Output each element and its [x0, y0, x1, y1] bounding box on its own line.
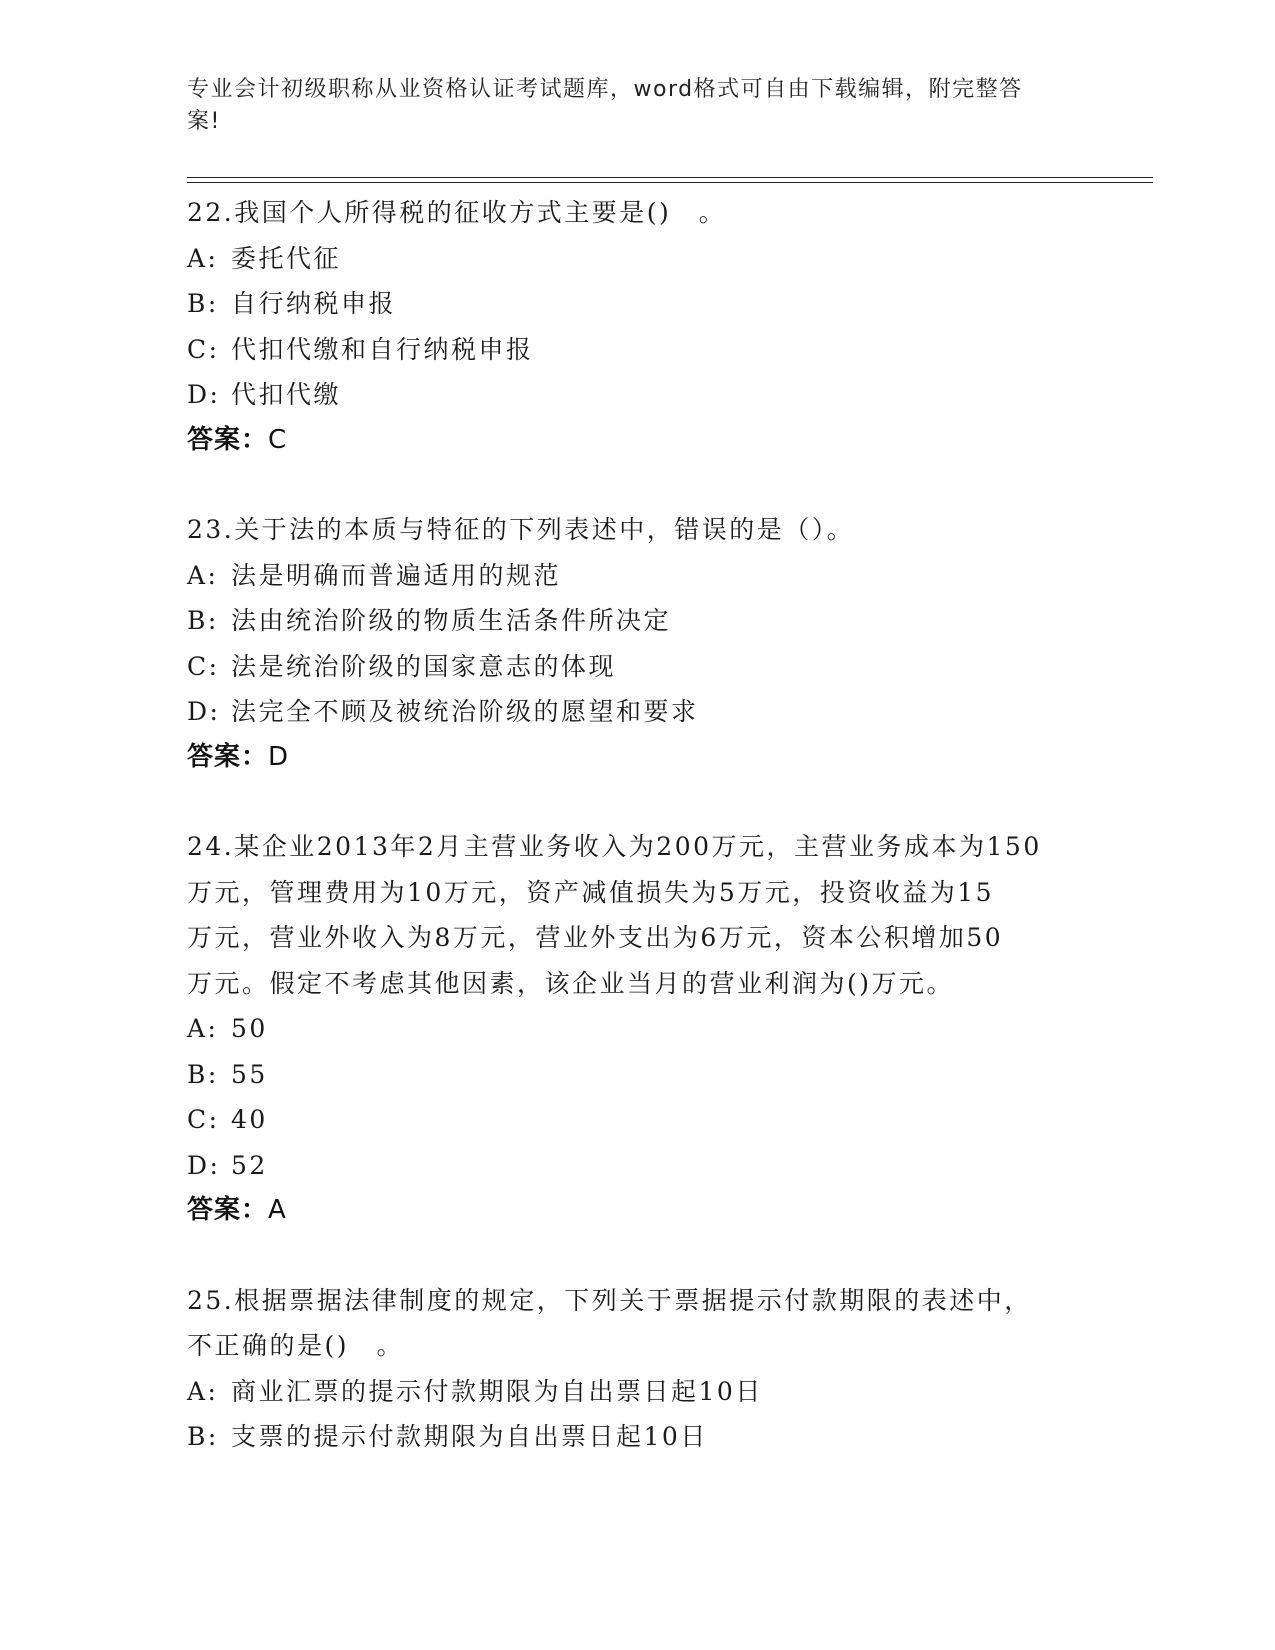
option-label: B: [187, 1059, 219, 1089]
option-text: 商业汇票的提示付款期限为自出票日起10日 [231, 1376, 763, 1406]
option-a [187, 553, 1087, 599]
option-d [187, 372, 1087, 418]
question-stem-line: 万元，营业外收入为8万元，营业外支出为6万元，资本公积增加50 [187, 923, 1004, 952]
option-text: 支票的提示付款期限为自出票日起10日 [231, 1422, 708, 1451]
question-stem-line: 25.根据票据法律制度的规定，下列关于票据提示付款期限的表述中， [187, 1285, 1032, 1315]
question-stem: 23.关于法的本质与特征的下列表述中，错误的是（）。 [187, 515, 855, 544]
option-text: 代扣代缴和自行纳税申报 [231, 334, 534, 364]
answer-value: A [268, 1195, 287, 1225]
question-stem-line: 24.某企业2013年2月主营业务收入为200万元，主营业务成本为150 [187, 832, 1042, 861]
option-text: 52 [231, 1150, 268, 1180]
option-d [187, 689, 1087, 735]
option-text: 法是统治阶级的国家意志的体现 [231, 651, 617, 681]
answer-line [187, 735, 1087, 781]
option-b [187, 1414, 1087, 1460]
option-text: 55 [231, 1059, 268, 1089]
option-b [187, 281, 1087, 327]
question-stem-line: 不正确的是() 。 [187, 1331, 405, 1360]
option-label: B: [187, 289, 219, 318]
option-c [187, 644, 1087, 690]
question-24 [187, 824, 1087, 1234]
question-list [187, 190, 1087, 1504]
option-label: D: [187, 697, 221, 726]
answer-value: D [268, 741, 290, 772]
option-label: A: [187, 1376, 219, 1406]
option-a [187, 236, 1087, 282]
option-a [187, 1369, 1087, 1415]
answer-label: 答案： [187, 424, 269, 455]
question-stem: 22.我国个人所得税的征收方式主要是() 。 [187, 198, 727, 227]
option-b [187, 1052, 1087, 1098]
option-c [187, 1097, 1087, 1143]
option-a [187, 1006, 1087, 1052]
option-label: B: [187, 1422, 219, 1451]
option-text: 委托代征 [231, 243, 342, 273]
header-divider-top [187, 177, 1153, 178]
option-label: D: [187, 1150, 221, 1180]
option-label: A: [187, 243, 219, 273]
option-label: C: [187, 334, 220, 364]
answer-label: 答案： [187, 1195, 269, 1225]
answer-line [187, 418, 1087, 464]
option-d [187, 1143, 1087, 1189]
question-22 [187, 190, 1087, 463]
option-label: D: [187, 380, 221, 409]
option-text: 自行纳税申报 [231, 289, 397, 318]
header-line-2: 案! [187, 109, 221, 134]
option-text: 代扣代缴 [231, 380, 342, 409]
answer-value: C [268, 424, 288, 455]
document-header [187, 74, 1067, 138]
answer-label: 答案： [187, 741, 269, 772]
question-stem-line: 万元，管理费用为10万元，资产减值损失为5万元，投资收益为15 [187, 877, 995, 907]
option-text: 40 [231, 1105, 268, 1134]
question-25 [187, 1278, 1087, 1460]
header-line-1: 专业会计初级职称从业资格认证考试题库，word格式可自由下载编辑，附完整答 [187, 77, 1023, 102]
question-stem-line: 万元。假定不考虑其他因素，该企业当月的营业利润为()万元。 [187, 968, 955, 998]
answer-line [187, 1188, 1087, 1234]
option-label: A: [187, 1014, 219, 1043]
option-label: B: [187, 606, 219, 635]
header-divider-bottom [187, 182, 1153, 183]
option-text: 法由统治阶级的物质生活条件所决定 [231, 606, 672, 635]
option-text: 法完全不顾及被统治阶级的愿望和要求 [231, 697, 699, 726]
option-label: C: [187, 651, 220, 681]
option-text: 法是明确而普遍适用的规范 [231, 560, 562, 590]
question-23 [187, 507, 1087, 780]
option-label: C: [187, 1105, 220, 1134]
option-b [187, 598, 1087, 644]
option-c [187, 327, 1087, 373]
option-label: A: [187, 560, 219, 590]
option-text: 50 [231, 1014, 268, 1043]
